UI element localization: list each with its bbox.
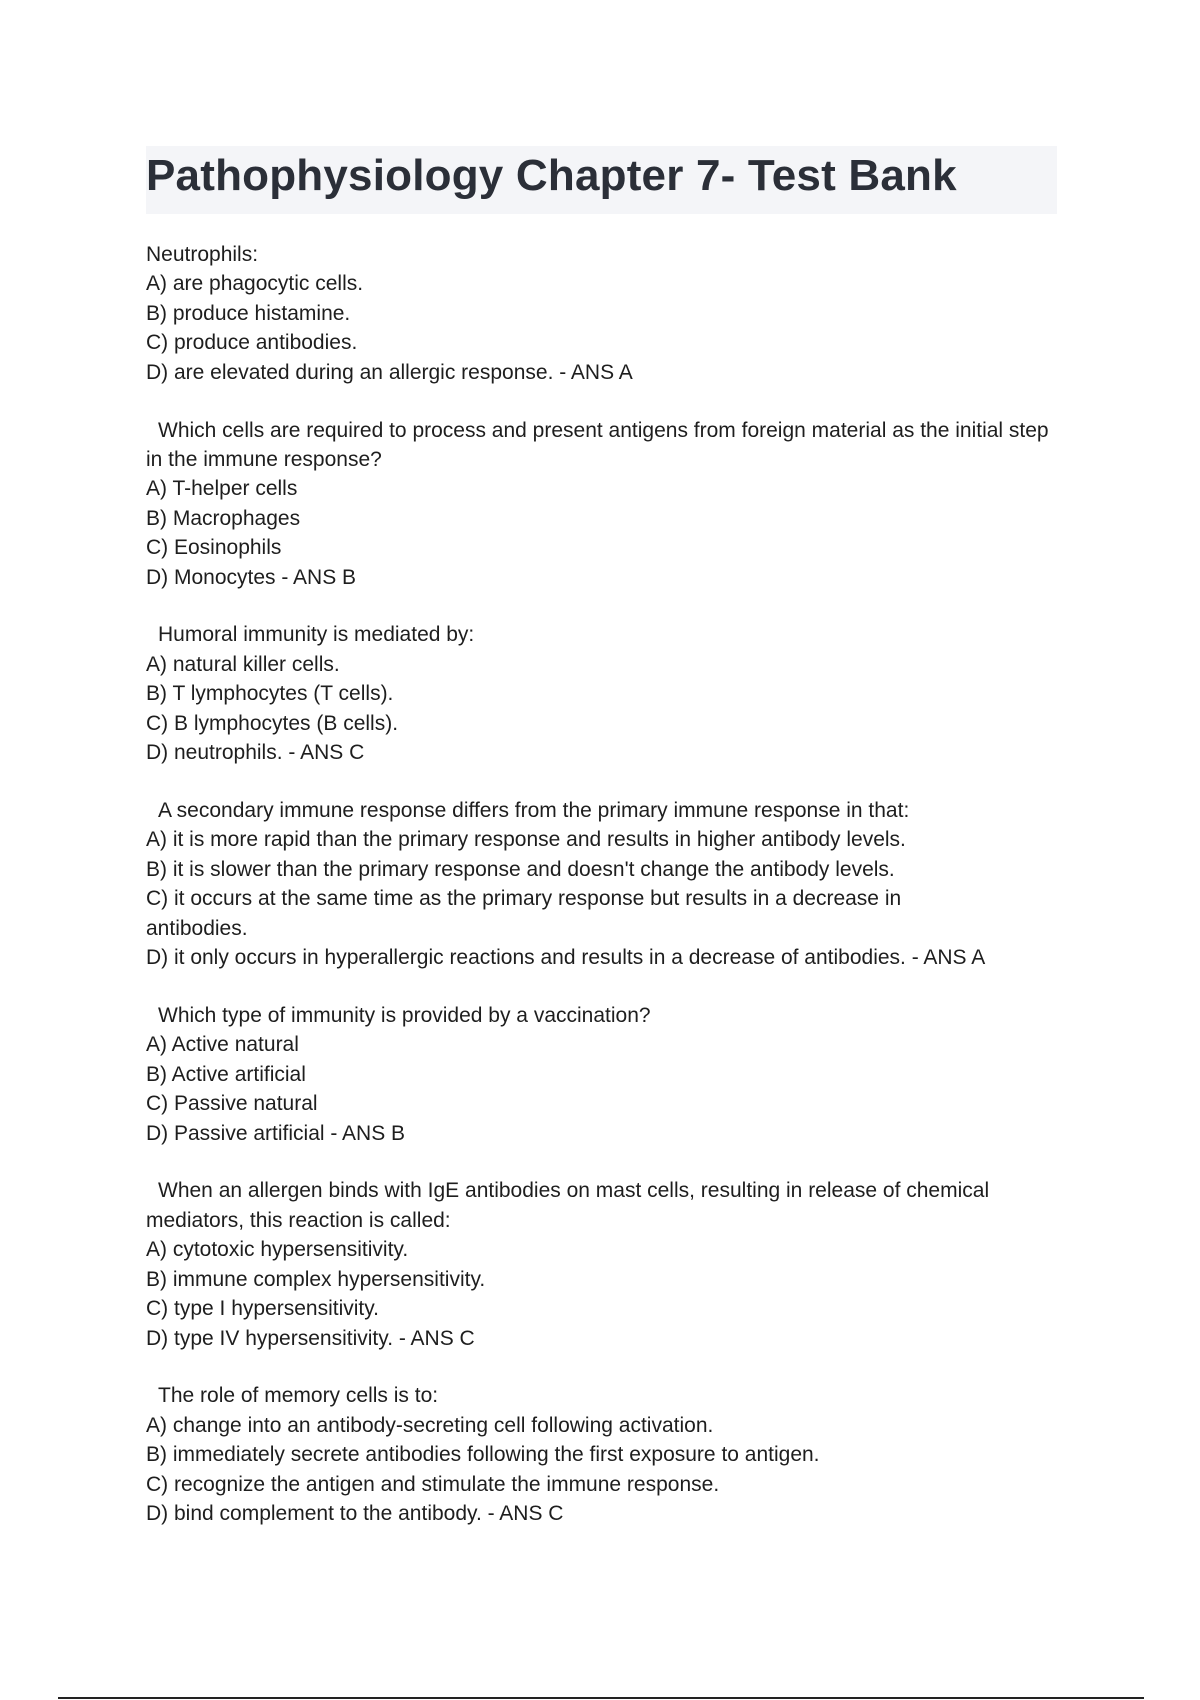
option-b: B) immediately secrete antibodies following the first exposure to antigen. [146,1443,820,1467]
option-d-answer: D) Passive artificial - ANS B [146,1121,406,1145]
question-block-2 [146,416,1056,592]
option-d-answer: D) are elevated during an allergic response. - ANS A [146,360,633,384]
option-b: B) it is slower than the primary response and doesn't change the antibody levels. [146,857,895,881]
option-c: C) recognize the antigen and stimulate the immune response. [146,1472,720,1496]
option-a: A) cytotoxic hypersensitivity. [146,1238,409,1262]
question-stem: Humoral immunity is mediated by: [158,623,475,647]
option-b: B) Active artificial [146,1062,306,1086]
option-b: B) T lymphocytes (T cells). [146,682,394,706]
option-d-answer: D) type IV hypersensitivity. - ANS C [146,1326,475,1350]
option-a: A) are phagocytic cells. [146,272,364,296]
question-stem: Which type of immunity is provided by a vaccination? [158,1003,651,1027]
option-d-answer: D) neutrophils. - ANS C [146,741,365,765]
option-a: A) change into an antibody-secreting cell following activation. [146,1413,714,1437]
page-title: Pathophysiology Chapter 7- Test Bank [146,151,957,200]
question-stem: Neutrophils: [146,243,259,266]
title-banner [146,146,1057,214]
option-b: B) produce histamine. [146,301,351,325]
option-c: C) type I hypersensitivity. [146,1297,380,1321]
question-block-3 [146,620,1056,767]
option-a: A) natural killer cells. [146,652,340,676]
option-c: C) Passive natural [146,1092,318,1116]
option-a: A) it is more rapid than the primary response and results in higher antibody levels. [146,828,906,852]
question-stem: When an allergen binds with IgE antibodies on mast cells, resulting in release of chemical mediators, this reaction is called: [146,1179,990,1232]
question-block-1 [146,240,1056,387]
question-stem: The role of memory cells is to: [158,1384,439,1408]
question-block-7 [146,1381,1056,1528]
option-c: C) Eosinophils [146,536,282,560]
option-c: C) it occurs at the same time as the primary response but results in a decrease in antibodies. [146,887,902,940]
option-c: C) B lymphocytes (B cells). [146,711,399,735]
option-d-answer: D) it only occurs in hyperallergic reactions and results in a decrease of antibodies. - ANS A [146,946,986,970]
option-a: A) Active natural [146,1033,299,1057]
question-block-5 [146,1001,1056,1148]
option-a: A) T-helper cells [146,477,298,501]
option-b: B) Macrophages [146,506,301,530]
question-block-4 [146,796,1056,972]
question-stem: Which cells are required to process and present antigens from foreign material as the initial step in the immune response? [146,418,1049,471]
footer-divider [58,1697,1144,1699]
option-c: C) produce antibodies. [146,331,358,355]
option-b: B) immune complex hypersensitivity. [146,1267,486,1291]
option-d-answer: D) bind complement to the antibody. - ANS C [146,1502,564,1526]
question-stem: A secondary immune response differs from the primary immune response in that: [158,799,910,822]
option-d-answer: D) Monocytes - ANS B [146,565,357,589]
question-block-6 [146,1176,1056,1352]
question-list [146,240,1056,1557]
